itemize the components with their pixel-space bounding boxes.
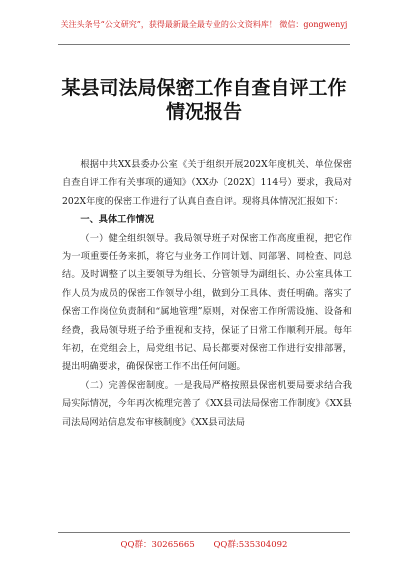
footer	[58, 538, 350, 550]
body-paragraph: （二）完善保密制度。一是我局严格按照县保密机要局要求结合我局实际情况，今年再次梳理完善了《XX县司法局保密工作制度》《XX县司法局网站信息发布审核制度》《XX县司法局	[62, 379, 352, 428]
title-line-1: 某县司法局保密工作自查自评工作	[61, 77, 347, 99]
promo-banner: 关注头条号“公文研究”，获得最新最全最专业的公文资料库！ 微信：gongwenyj	[60, 20, 348, 29]
title-line-2: 情况报告	[165, 101, 242, 123]
footer-qq-group-2: QQ群:535304092	[213, 540, 288, 550]
document-body	[62, 156, 352, 432]
footer-qq-group-1: QQ群：30265665	[120, 540, 195, 550]
section-heading: 一、具体工作情况	[80, 214, 154, 226]
footer-divider	[58, 532, 350, 533]
intro-paragraph: 根据中共XX县委办公室《关于组织开展202X年度机关、单位保密自查自评工作有关事项的通知》（XX办〔202X〕114号）要求，我局对202X年度的保密工作进行了认真自查自评。现将具体情况汇报如下：	[62, 159, 352, 207]
body-paragraph: （一）健全组织领导。我局领导班子对保密工作高度重视，把它作为一项重要任务来抓，将它与业务工作同计划、同部署、同检查、同总结。及时调整了以主要领导为组长、分管领导为副组长、办公室具体工作人员为成员的保密工作领导小组，做到分工具体、责任明确。落实了保密工作岗位负责制和“属地管理”原则，对保密工作所需设施、设备和经费，我局领导班子给予重视和支持，保证了日常工作顺利开展。每年年初，在党组会上，局党组书记、局长都要对保密工作进行安排部署，提出明确要求，确保保密工作不出任何问题。	[62, 232, 352, 373]
document-title	[58, 76, 350, 124]
header-divider	[58, 44, 350, 45]
